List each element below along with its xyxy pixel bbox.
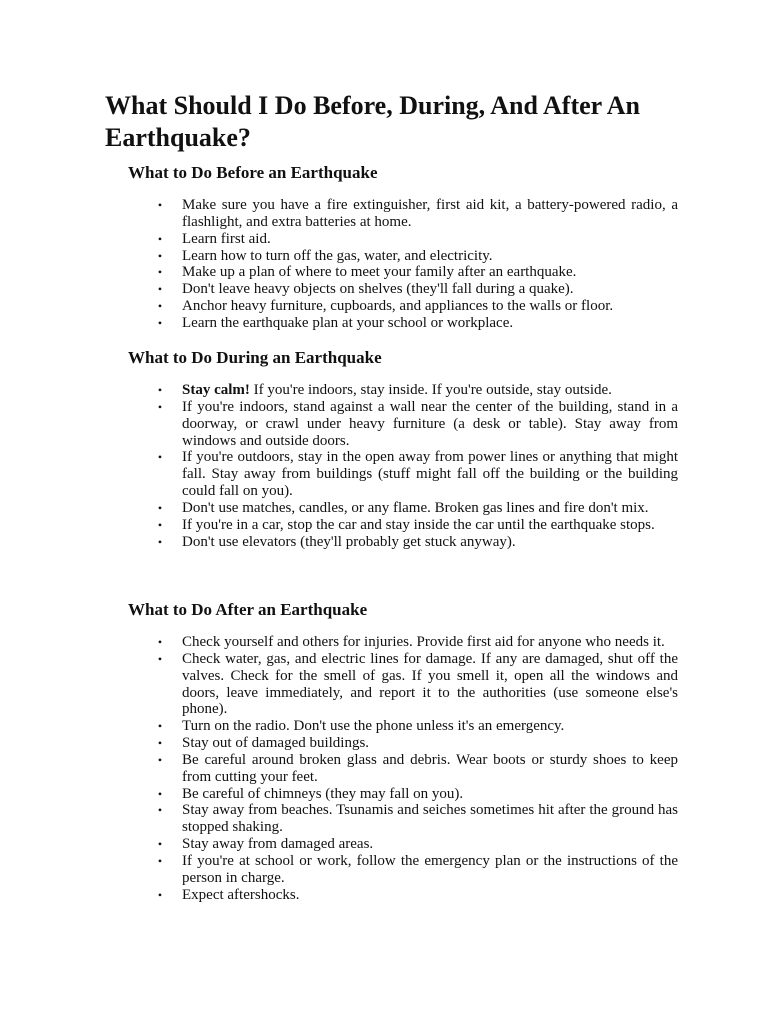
section-heading-before: What to Do Before an Earthquake: [128, 163, 378, 182]
list-item: • Check yourself and others for injuries. Provide first aid for anyone who needs it.: [153, 634, 678, 651]
bullet-icon: •: [157, 853, 163, 868]
bullet-icon: •: [157, 231, 163, 246]
bullet-icon: •: [157, 651, 163, 666]
section-heading-after: What to Do After an Earthquake: [128, 600, 368, 619]
list-item: • Don't use elevators (they'll probably get stuck anyway).: [153, 534, 678, 551]
bullet-icon: •: [157, 500, 163, 515]
list-item: • Stay away from damaged areas.: [153, 836, 678, 853]
bullet-icon: •: [157, 282, 163, 297]
bullet-icon: •: [157, 887, 163, 902]
bullet-icon: •: [157, 248, 163, 263]
bullet-icon: •: [157, 803, 163, 818]
list-item: • Make up a plan of where to meet your family after an earthquake.: [153, 264, 678, 281]
list-item: • Stay out of damaged buildings.: [153, 735, 678, 752]
bullet-icon: •: [157, 299, 163, 314]
bullet-icon: •: [157, 265, 163, 280]
bullet-icon: •: [157, 786, 163, 801]
list-item: • Don't leave heavy objects on shelves (they'll fall during a quake).: [153, 281, 678, 298]
list-item: • Learn the earthquake plan at your school or workplace.: [153, 315, 678, 332]
list-item: • Learn how to turn off the gas, water, and electricity.: [153, 248, 678, 265]
bullet-icon: •: [157, 198, 163, 212]
bullet-icon: •: [157, 752, 163, 767]
list-item: • Stay away from beaches. Tsunamis and seiches sometimes hit after the ground has stopped shaking.: [153, 802, 678, 836]
bullet-icon: •: [157, 315, 163, 330]
bullet-icon: •: [157, 399, 163, 414]
bullet-icon: •: [157, 736, 163, 751]
list-item: • Don't use matches, candles, or any flame. Broken gas lines and fire don't mix.: [153, 500, 678, 517]
list-item: • If you're indoors, stand against a wall near the center of the building, stand in a doorway, or crawl under heavy furniture (a desk or table). Stay away from windows and outside doors.: [153, 399, 678, 450]
list-item: • Anchor heavy furniture, cupboards, and appliances to the walls or floor.: [153, 298, 678, 315]
bullet-icon: •: [157, 534, 163, 549]
list-item: • Turn on the radio. Don't use the phone unless it's an emergency.: [153, 718, 678, 735]
before-list: [153, 197, 678, 332]
list-item: • If you're in a car, stop the car and stay inside the car until the earthquake stops.: [153, 517, 678, 534]
after-list: [153, 634, 678, 904]
section-heading-during: What to Do During an Earthquake: [128, 348, 382, 367]
list-item: • If you're at school or work, follow the emergency plan or the instructions of the person in charge.: [153, 853, 678, 887]
list-item: • Be careful around broken glass and debris. Wear boots or sturdy shoes to keep from cutting your feet.: [153, 752, 678, 786]
during-list: [153, 382, 678, 550]
list-item: • Stay calm! If you're indoors, stay inside. If you're outside, stay outside.: [153, 382, 678, 399]
bullet-icon: •: [157, 450, 163, 465]
list-item: • Check water, gas, and electric lines for damage. If any are damaged, shut off the valves. Check for the smell of gas. If you smell it, open all the windows and doors, leave immediately, and report it to the authorities (use someone else's phone).: [153, 651, 678, 718]
stay-calm-label: Stay calm!: [182, 382, 250, 398]
bullet-icon: •: [157, 837, 163, 852]
bullet-icon: •: [157, 635, 163, 649]
list-item: • Expect aftershocks.: [153, 887, 678, 904]
list-item: • Make sure you have a fire extinguisher, first aid kit, a battery-powered radio, a flashlight, and extra batteries at home.: [153, 197, 678, 231]
page-title: What Should I Do Before, During, And After An Earthquake?: [105, 91, 641, 152]
bullet-icon: •: [157, 383, 163, 397]
list-item: • If you're outdoors, stay in the open away from power lines or anything that might fall. Stay away from buildings (stuff might fall off the building or the building could fall on you).: [153, 449, 678, 500]
bullet-icon: •: [157, 517, 163, 532]
list-item: • Be careful of chimneys (they may fall on you).: [153, 786, 678, 803]
bullet-icon: •: [157, 719, 163, 734]
list-item: • Learn first aid.: [153, 231, 678, 248]
